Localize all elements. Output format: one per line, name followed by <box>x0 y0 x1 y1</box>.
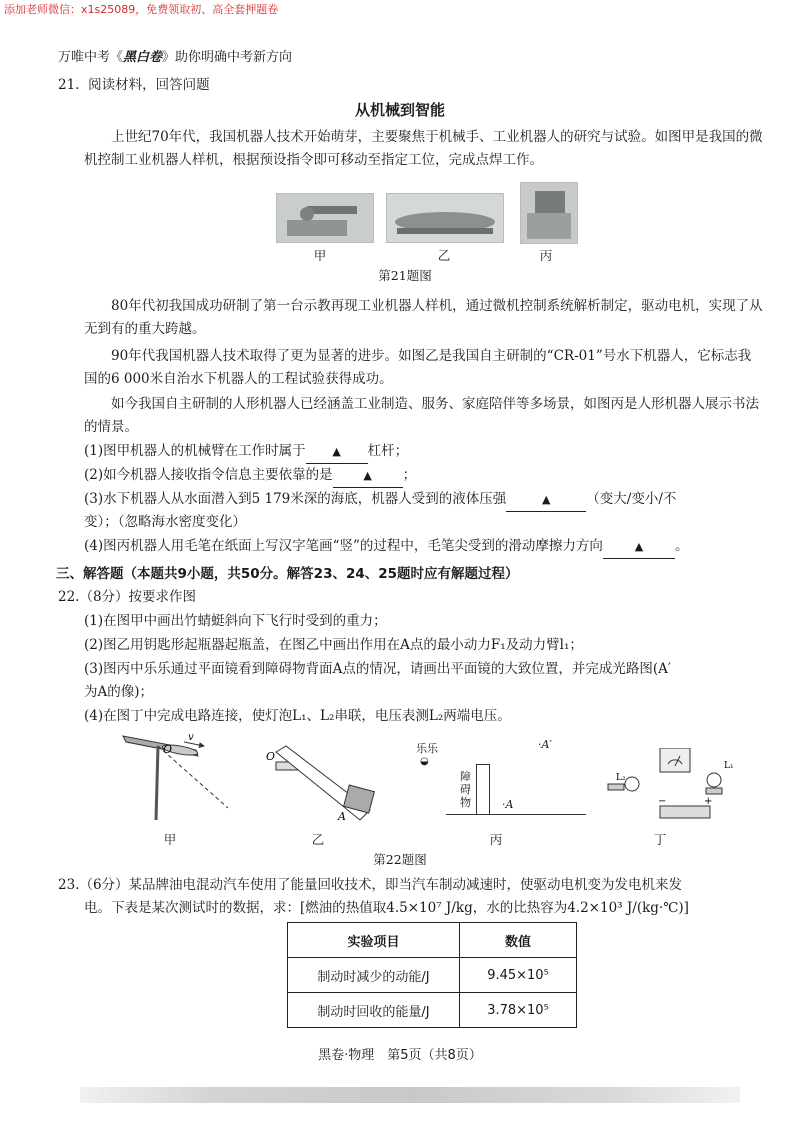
table-header-row <box>288 923 577 958</box>
q22-sub-1: (1)在图甲中画出竹蜻蜓斜向下飞行时受到的重力； <box>84 613 387 629</box>
q21-sub-4-text: (4)图丙机器人用毛笔在纸面上写汉字笔画“竖”的过程中，毛笔尖受到的滑动摩擦力方向 <box>84 538 603 554</box>
q21-prompt: 阅读材料，回答问题 <box>88 77 210 93</box>
q21-sub-1-text: (1)图甲机器人的机械臂在工作时属于 <box>84 443 306 459</box>
fig21-label-jia: 甲 <box>313 248 327 263</box>
fig21-photo-yi <box>386 193 504 243</box>
q22-sub-4: (4)在图丁中完成电路连接，使灯泡L₁、L₂串联，电压表测L₂两端电压。 <box>84 708 511 724</box>
q22-sub-2: (2)图乙用钥匙形起瓶器起瓶盖，在图乙中画出作用在A点的最小动力F₁及动力臂l₁； <box>84 637 583 653</box>
q21-head <box>58 74 210 96</box>
fig22-caption: 第22题图 <box>373 852 427 867</box>
answer-blank[interactable]: ▲ <box>506 489 586 512</box>
header-prefix: 万唯中考《 <box>58 50 124 65</box>
answer-blank[interactable]: ▲ <box>603 536 675 559</box>
q21-sub-2 <box>84 464 774 488</box>
table-cell: 制动时回收的能量/J <box>288 993 460 1028</box>
fig22c-obstacle-char-2: 碍 <box>460 783 471 796</box>
fig22b-label-a: A <box>338 810 346 823</box>
table-header-cell: 数值 <box>460 923 577 958</box>
fig22-circuit <box>598 748 748 828</box>
table-row <box>288 993 577 1028</box>
q21-sub-3 <box>84 488 774 512</box>
q21-sub-4-tail: 。 <box>674 538 689 554</box>
q21-paragraph-2: 80年代初我国成功研制了第一台示教再现工业机器人样机，通过微机控制系统解析制定，驱动电机，实现了从无到有的重大跨越。 <box>84 298 763 337</box>
fig21-photo-jia <box>276 193 374 243</box>
fig22d-label-minus: − <box>658 796 667 807</box>
table-cell: 制动时减少的动能/J <box>288 958 460 993</box>
table-cell: 3.78×10⁵ <box>460 993 577 1028</box>
fig22b-label-o: O <box>266 750 276 763</box>
fig22c-label-a-prime: ·A′ <box>538 738 552 751</box>
table-cell: 9.45×10⁵ <box>460 958 577 993</box>
q21-number: 21. <box>58 77 80 93</box>
q21-sub-1 <box>84 440 774 464</box>
fig22c-obstacle-char-3: 物 <box>460 796 471 809</box>
fig21-underwater-robot-image <box>387 194 503 242</box>
fig22d-label-l2: L₂ <box>616 773 626 783</box>
answer-blank[interactable]: ▲ <box>333 465 403 488</box>
header <box>58 46 292 65</box>
fig22-label-yi: 乙 <box>311 832 325 847</box>
table-row <box>288 958 577 993</box>
q21-sub-3-text: (3)水下机器人从水面潜入到5 179米深的海底，机器人受到的液体压强 <box>84 491 507 507</box>
q21-paragraph-1: 上世纪70年代，我国机器人技术开始萌芽，主要聚焦于机械手、工业机器人的研究与试验。如图甲是我国的微机控制工业机器人样机，根据预设指令即可移动至指定工位，完成点焊工作。 <box>84 129 763 168</box>
q21-paragraph-3: 90年代我国机器人技术取得了更为显著的进步。如图乙是我国自主研制的“CR-01”号水下机器人，它标志我国的6 000米自治水下机器人的工程试验获得成功。 <box>84 348 752 387</box>
fig22-bottle-opener <box>262 738 392 828</box>
fig22-label-ding: 丁 <box>653 832 667 847</box>
article-title: 从机械到智能 <box>354 101 445 119</box>
fig22c-label-a: ·A <box>502 798 514 811</box>
q23-data-table <box>287 922 577 1028</box>
fig22c-obstacle <box>476 764 490 815</box>
fig21-label-bing: 丙 <box>539 248 553 263</box>
fig22d-label-plus: + <box>704 796 713 807</box>
q21-paragraph-4: 如今我国自主研制的人形机器人已经涵盖工业制造、服务、家庭陪伴等多场景，如图丙是人形机器人展示书法的情景。 <box>84 396 759 435</box>
fig21-industrial-robot-image <box>277 194 373 242</box>
fig22d-label-l1: L₁ <box>724 761 734 771</box>
q21-sub-3-tail: （变大/变小/不 <box>586 491 677 507</box>
q21-sub-4 <box>84 535 774 559</box>
fig22c-label-lele: 乐乐 <box>416 742 438 755</box>
fig22-mirror-diagram <box>416 740 596 830</box>
q23-line-1: 23.（6分）某品牌油电混动汽车使用了能量回收技术，即当汽车制动减速时，使驱动电机变为发电机来发 <box>58 877 683 893</box>
fig22c-obstacle-label <box>460 770 474 809</box>
answer-blank[interactable]: ▲ <box>306 441 368 464</box>
fig22c-obstacle-char-1: 障 <box>460 770 471 783</box>
fig22-label-jia: 甲 <box>163 832 177 847</box>
header-suffix: 》助你明确中考新方向 <box>162 50 293 65</box>
section-3-heading: 三、解答题（本题共9小题，共50分。解答23、24、25题时应有解题过程） <box>56 566 519 582</box>
fig22a-label-v: v <box>188 732 194 743</box>
header-brand: 黑白卷 <box>123 50 163 65</box>
fig22a-label-o: O <box>163 743 173 756</box>
watermark: 添加老师微信：x1s25089，免费领取初、高全套押题卷 <box>4 3 279 16</box>
page-footer: 黑卷·物理 第5页（共8页） <box>318 1048 482 1063</box>
fig21-caption: 第21题图 <box>378 268 432 283</box>
q22-sub-3: (3)图丙中乐乐通过平面镜看到障碍物背面A点的情况，请画出平面镜的大致位置，并完成光路图(A′ <box>84 661 671 677</box>
q23-line-2: 电。下表是某次测试时的数据，求：[燃油的热值取4.5×10⁷ J/kg，水的比热容为4.2×10³ J/(kg·℃)] <box>84 900 689 916</box>
q21-sub-3-cont: 变）；（忽略海水密度变化） <box>84 514 246 530</box>
q21-sub-2-tail: ； <box>402 467 417 483</box>
table-header-cell: 实验项目 <box>288 923 460 958</box>
fig21-label-yi: 乙 <box>437 248 451 263</box>
fig21-humanoid-robot-image <box>521 183 577 243</box>
fig21-photo-bing <box>520 182 578 244</box>
fig22c-ground-line <box>446 814 586 815</box>
scan-artifact <box>80 1087 740 1103</box>
q21-sub-1-tail: 杠杆； <box>367 443 409 459</box>
q22-head: 22.（8分）按要求作图 <box>58 589 197 605</box>
eye-icon: ◒ <box>420 756 429 767</box>
q21-sub-2-text: (2)如今机器人接收指令信息主要依靠的是 <box>84 467 333 483</box>
q22-sub-3-cont: 为A的像)； <box>84 684 154 700</box>
fig22-label-bing: 丙 <box>489 832 503 847</box>
fig22-bamboo-dragonfly <box>118 728 238 828</box>
